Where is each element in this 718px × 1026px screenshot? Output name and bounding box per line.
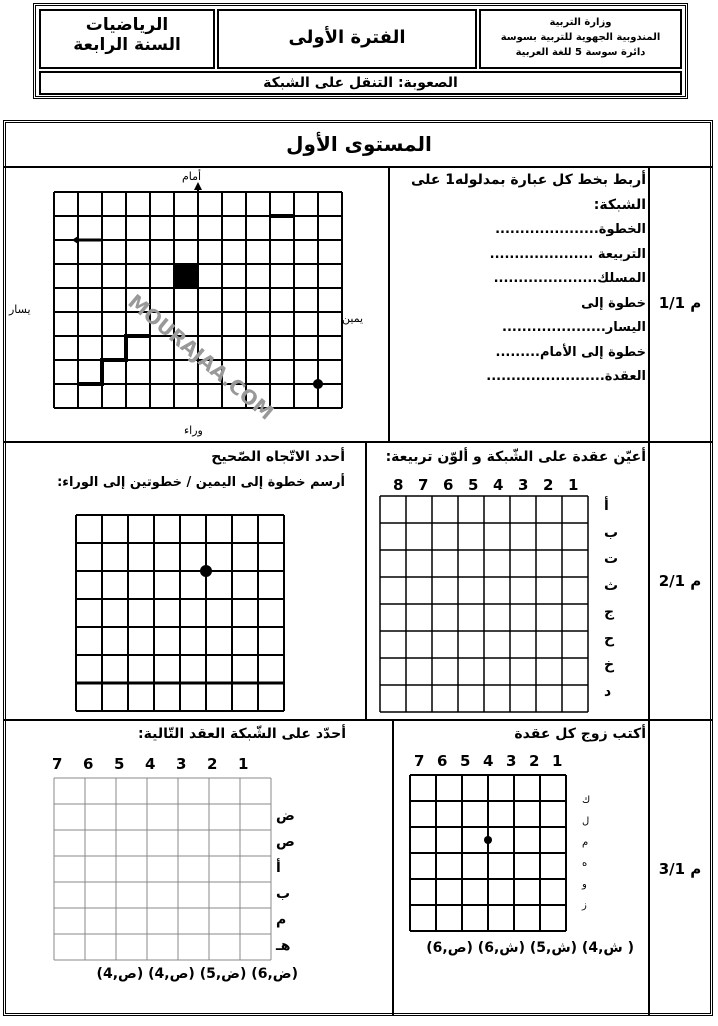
r1-item: المسلك..................... xyxy=(493,271,646,286)
column-number: 1 xyxy=(568,476,579,494)
colored-square xyxy=(174,264,198,288)
row-letter: و xyxy=(582,879,587,890)
r1-instruction-line1: أربط بخط كل عبارة بمدلوله1 على xyxy=(410,172,646,188)
row-letter: أ xyxy=(604,498,609,514)
r3-right-answer: ( ش,4) (ش,5) (ش,6) (ص,6) xyxy=(426,940,634,956)
grade: السنة الرابعة xyxy=(73,35,181,55)
r1-item: خطوة إلى xyxy=(581,295,646,311)
row-letter: ض xyxy=(276,808,295,824)
row-letter: ب xyxy=(604,524,619,541)
r2-left-grid xyxy=(74,513,290,713)
column-number: 5 xyxy=(468,476,479,494)
column-number: 7 xyxy=(414,752,425,770)
level-title: المستوى الأول xyxy=(286,132,432,156)
ministry-cell xyxy=(479,9,682,69)
arrow-left-icon xyxy=(72,236,78,244)
row2-label: م 2/1 xyxy=(658,572,702,590)
dir-front: أمام xyxy=(182,170,202,183)
r1-instruction-line2: الشبكة: xyxy=(593,197,646,213)
header-box xyxy=(33,3,688,99)
column-number: 4 xyxy=(483,752,494,770)
divider xyxy=(3,441,713,443)
column-number: 5 xyxy=(460,752,471,770)
column-number: 6 xyxy=(83,755,94,773)
difficulty: الصعوبة: التنقل على الشبكة xyxy=(263,75,458,91)
row-letter: ص xyxy=(276,834,295,850)
period-cell xyxy=(217,9,477,69)
dir-left: يسار xyxy=(9,303,31,316)
column-number: 5 xyxy=(114,755,125,773)
column-number: 1 xyxy=(238,755,249,773)
arrow-up-icon xyxy=(194,182,202,190)
column-number: 6 xyxy=(437,752,448,770)
row-letter: خ xyxy=(604,657,615,673)
dir-back: وراء xyxy=(184,424,203,437)
row-letter: ث xyxy=(604,577,619,594)
ministry-line2: المندوبية الجهوية للتربية بسوسة xyxy=(500,32,661,43)
node-dot xyxy=(313,379,323,389)
r2-right-instruction: أعيّن عقدة على الشّبكة و ألوّن تربيعة: xyxy=(385,449,646,465)
column-number: 3 xyxy=(176,755,187,773)
r2-left-instruction1: أحدد الاتّجاه الصّحيح xyxy=(211,449,345,465)
r2-left-instruction2: أرسم خطوة إلى اليمين / خطوتين إلى الوراء: xyxy=(57,475,345,490)
node-dot xyxy=(484,836,492,844)
column-number: 1 xyxy=(552,752,563,770)
row-letter: ز xyxy=(582,900,587,911)
subject: الرياضيات xyxy=(85,15,169,35)
column-number: 3 xyxy=(518,476,529,494)
r1-item: العقدة........................ xyxy=(486,369,646,384)
row-letter: ح xyxy=(604,630,615,647)
divider xyxy=(365,441,367,719)
column-number: 2 xyxy=(529,752,540,770)
column-number: 6 xyxy=(443,476,454,494)
subject-cell xyxy=(39,9,215,69)
ministry-line1: وزارة التربية xyxy=(549,17,612,28)
difficulty-cell xyxy=(39,71,682,95)
r3-right-instruction: أكتب زوج كل عقدة xyxy=(514,726,646,742)
column-number: 2 xyxy=(543,476,554,494)
column-number: 4 xyxy=(145,755,156,773)
node-dot xyxy=(200,565,212,577)
column-number: 7 xyxy=(418,476,429,494)
dir-right: يمين xyxy=(342,312,364,325)
row-letter: ك xyxy=(582,795,591,806)
column-number: 7 xyxy=(52,755,63,773)
row-letter: ج xyxy=(604,604,615,620)
row-letter: ه xyxy=(582,858,588,869)
divider xyxy=(3,166,713,168)
column-number: 2 xyxy=(207,755,218,773)
row-letter: هـ xyxy=(276,938,291,954)
row-letter: ل xyxy=(582,816,590,827)
r2-grid xyxy=(378,494,598,716)
row-letter: ت xyxy=(604,551,619,567)
ministry-line3: دائرة سوسة 5 للغة العربية xyxy=(515,47,646,58)
column-number: 4 xyxy=(493,476,504,494)
row-letter: م xyxy=(276,912,287,928)
divider xyxy=(392,719,394,1016)
r1-grid xyxy=(50,180,350,420)
r3-right-grid xyxy=(408,773,568,933)
row-letter: أ xyxy=(276,860,281,876)
column-number: 8 xyxy=(393,476,404,494)
r3-left-answer: (ض,6) (ض,5) (ص,4) (ص,4) xyxy=(96,966,298,982)
r1-item: الخطوة..................... xyxy=(495,222,646,237)
watermark: MOURAJAA.COM xyxy=(123,289,279,425)
r1-item: التربيعة ..................... xyxy=(489,246,646,262)
row1-label: م 1/1 xyxy=(658,294,702,312)
r3-left-instruction: أحدّد على الشّبكة العقد التّالية: xyxy=(138,726,346,742)
r3-left-grid xyxy=(52,776,272,966)
column-number: 3 xyxy=(506,752,517,770)
r1-item: خطوة إلى الأمام......... xyxy=(495,344,646,360)
divider xyxy=(3,719,713,721)
row3-label: م 3/1 xyxy=(658,860,702,878)
period: الفترة الأولى xyxy=(288,27,406,48)
row-letter: د xyxy=(604,683,612,700)
r1-item: اليسار..................... xyxy=(502,320,646,335)
row-letter: م xyxy=(582,837,589,848)
row-letter: ب xyxy=(276,886,291,902)
divider xyxy=(388,166,390,441)
